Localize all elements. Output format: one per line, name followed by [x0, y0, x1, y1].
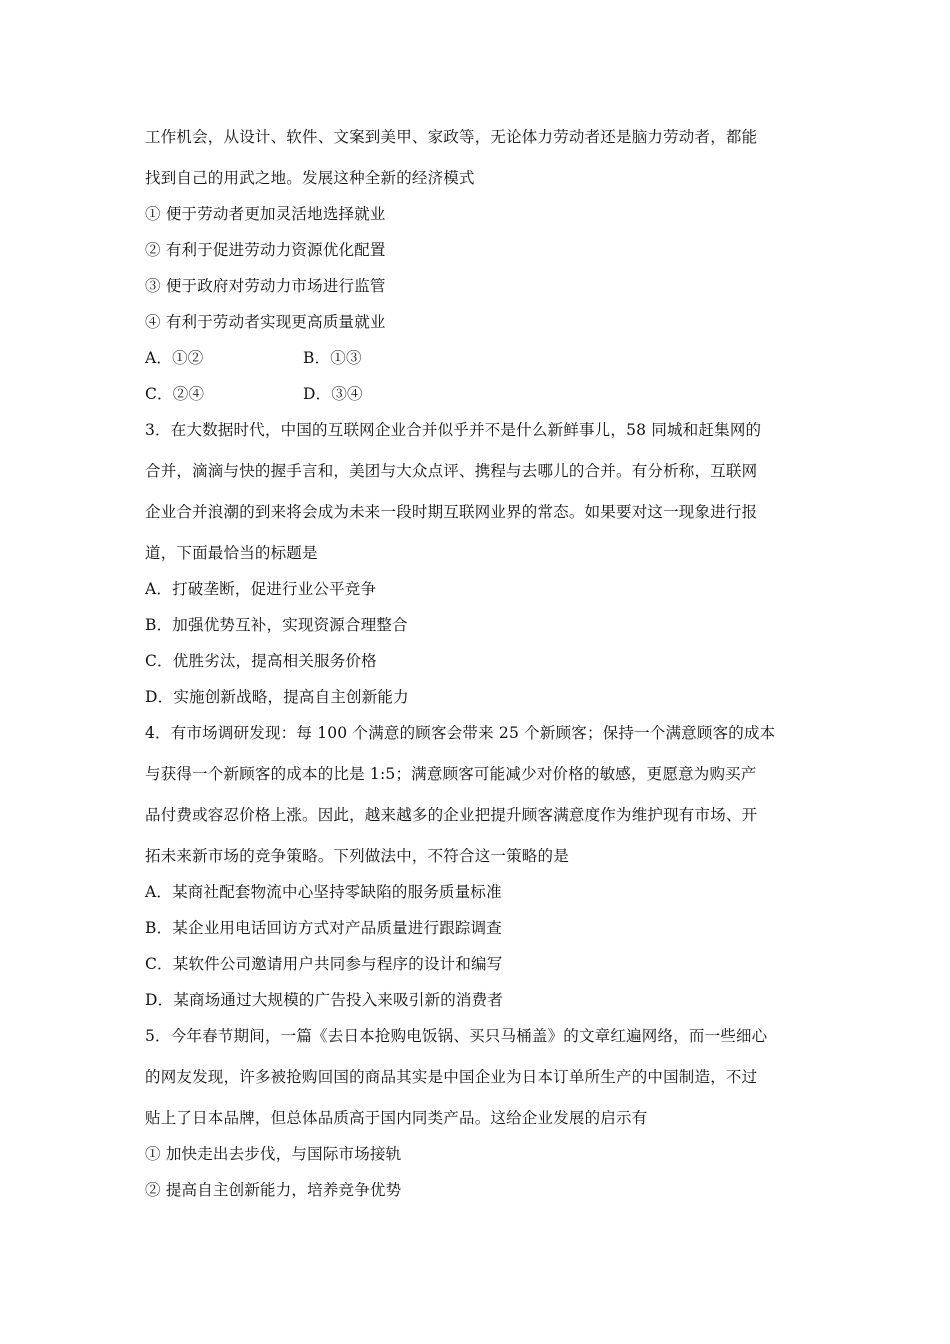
q4-stem-line-3: 品付费或容忍价格上涨。因此，越来越多的企业把提升顾客满意度作为维护现有市场、开: [145, 806, 758, 824]
q2-statement-2: ② 有利于促进劳动力资源优化配置: [145, 241, 386, 259]
q3-option-d: D．实施创新战略，提高自主创新能力: [145, 688, 409, 706]
q2-statement-1: ① 便于劳动者更加灵活地选择就业: [145, 205, 386, 223]
q4-stem-line-2: 与获得一个新顾客的成本的比是 1:5；满意顾客可能减少对价格的敏感，更愿意为购买产: [145, 765, 757, 783]
q4-option-a: A．某商社配套物流中心坚持零缺陷的服务质量标准: [145, 883, 502, 901]
q3-stem-line-1: 3．在大数据时代，中国的互联网企业合并似乎并不是什么新鲜事儿，58 同城和赶集网的: [145, 421, 762, 439]
q5-stem-line-3: 贴上了日本品牌，但总体品质高于国内同类产品。这给企业发展的启示有: [145, 1109, 648, 1127]
q5-statement-1: ① 加快走出去步伐，与国际市场接轨: [145, 1145, 402, 1163]
q4-option-d: D．某商场通过大规模的广告投入来吸引新的消费者: [145, 991, 504, 1009]
q2-stem-line-2: 找到自己的用武之地。发展这种全新的经济模式: [145, 169, 475, 187]
q2-statement-3: ③ 便于政府对劳动力市场进行监管: [145, 277, 386, 295]
q3-option-b: B．加强优势互补，实现资源合理整合: [145, 616, 408, 634]
q3-stem-line-3: 企业合并浪潮的到来将会成为未来一段时期互联网业界的常态。如果要对这一现象进行报: [145, 503, 758, 521]
q5-stem-line-1: 5．今年春节期间，一篇《去日本抢购电饭锅、买只马桶盖》的文章红遍网络，而一些细心: [145, 1027, 768, 1045]
q2-option-c: C．②④: [145, 385, 205, 403]
q3-stem-line-4: 道，下面最恰当的标题是: [145, 544, 318, 562]
q3-stem-line-2: 合并，滴滴与快的握手言和，美团与大众点评、携程与去哪儿的合并。有分析称，互联网: [145, 462, 758, 480]
q3-option-c: C．优胜劣汰，提高相关服务价格: [145, 652, 377, 670]
q5-stem-line-2: 的网友发现，许多被抢购回国的商品其实是中国企业为日本订单所生产的中国制造，不过: [145, 1068, 758, 1086]
q2-option-a: A．①②: [145, 349, 204, 367]
q4-option-b: B．某企业用电话回访方式对产品质量进行跟踪调查: [145, 919, 502, 937]
q4-option-c: C．某软件公司邀请用户共同参与程序的设计和编写: [145, 955, 503, 973]
q2-option-b: B．①③: [303, 349, 362, 367]
q2-stem-line-1: 工作机会，从设计、软件、文案到美甲、家政等，无论体力劳动者还是脑力劳动者，都能: [145, 128, 758, 146]
q4-stem-line-1: 4．有市场调研发现：每 100 个满意的顾客会带来 25 个新顾客；保持一个满意顾客的成本: [145, 724, 776, 742]
q3-option-a: A．打破垄断，促进行业公平竞争: [145, 580, 377, 598]
q2-option-d: D．③④: [303, 385, 363, 403]
q5-statement-2: ② 提高自主创新能力，培养竞争优势: [145, 1181, 402, 1199]
q4-stem-line-4: 拓未来新市场的竞争策略。下列做法中，不符合这一策略的是: [145, 847, 569, 865]
q2-statement-4: ④ 有利于劳动者实现更高质量就业: [145, 313, 386, 331]
